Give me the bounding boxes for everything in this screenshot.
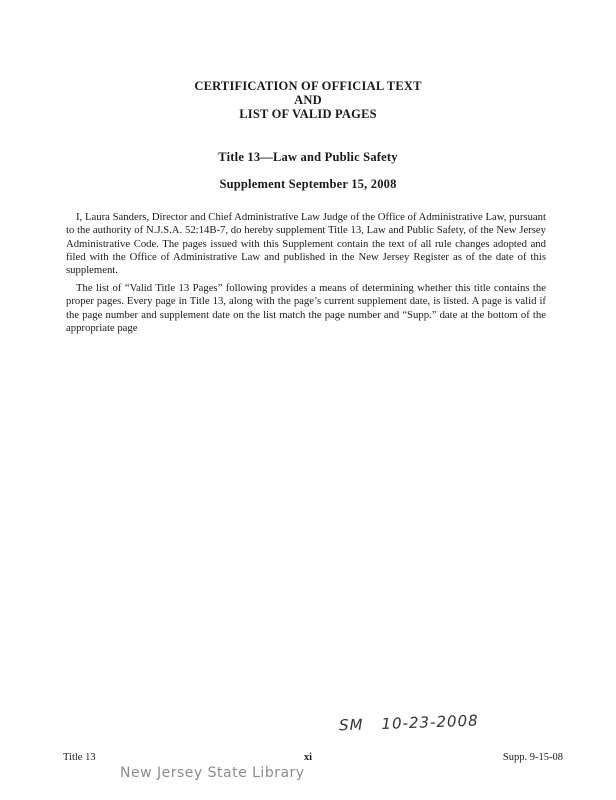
footer-supplement: Supp. 9-15-08 <box>502 752 563 763</box>
certification-paragraph: I, Laura Sanders, Director and Chief Administrative Law Judge of the Office of Administrative Law, pursuant to the authority of N.J.S.A. 52:14B-7, do hereby supplement Title 13, Law and Public Safety, of the New Jersey Administrative Code. The pages issued with this Supplement contain the text of all rule changes adopted and filed with the Office of Administrative Law and published in the New Jersey Register as of the date of this supplement. <box>66 211 546 277</box>
footer-title: Title 13 <box>63 752 96 763</box>
handwritten-initials: SM <box>338 715 364 735</box>
supplement-date-heading: Supplement September 15, 2008 <box>219 177 397 191</box>
title-heading: Title 13—Law and Public Safety <box>218 150 398 164</box>
valid-pages-paragraph: The list of “Valid Title 13 Pages” following provides a means of determining whether this title contains the proper pages. Every page in Title 13, along with the page’s current supplement date, is listed. A page is valid if the page number and supplement date on the list match the page number and “Supp.” date at the bottom of the appropriate page <box>66 282 546 334</box>
handwritten-annotation <box>339 712 479 735</box>
heading-conjunction: AND <box>294 93 322 107</box>
page-number: xi <box>303 752 313 763</box>
valid-pages-heading: LIST OF VALID PAGES <box>239 107 377 121</box>
library-stamp: New Jersey State Library <box>120 765 305 781</box>
handwritten-date: 10-23-2008 <box>381 711 479 733</box>
certification-heading: CERTIFICATION OF OFFICIAL TEXT <box>194 79 422 93</box>
